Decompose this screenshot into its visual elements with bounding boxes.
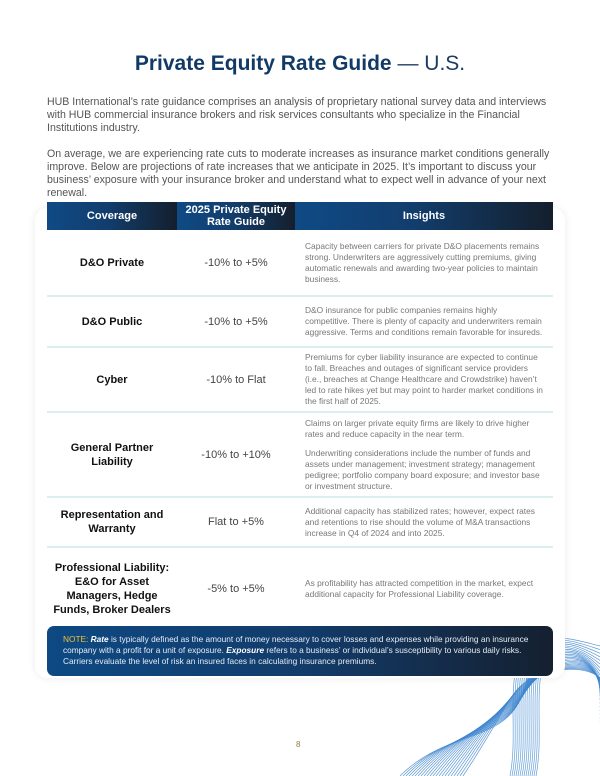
note-text: refers to a business’ or individual’s susceptibility to various daily risks. Carriers evaluate the level of risk an insured faces in calculating insurance premiums. [63,645,522,666]
note-term-exposure: Exposure [226,645,265,655]
intro-paragraph: On average, we are experiencing rate cuts to moderate increases as insurance market conditions generally improve. Below are projections of rate increases that we anticipate in 2025. It’s important to discuss your business’ exposure with your insurance broker and understand what to expect well in advance of your next renewal. [47,148,550,199]
coverage-cell: Professional Liability: E&O for Asset Managers, Hedge Funds, Broker Dealers [53,561,171,616]
rate-cell: -10% to +5% [177,296,295,347]
coverage-cell: D&O Public [47,296,177,347]
table-row [47,547,553,629]
insight-text: D&O insurance for public companies remains highly competitive. There is plenty of capacity and underwriters remain aggressive. Terms and conditions remain favorable for insureds. [305,305,543,337]
intro-text [47,96,553,213]
table-row [47,296,553,347]
rate-cell: -5% to +5% [207,582,265,595]
rate-cell: Flat to +5% [177,497,295,547]
page-title [0,52,600,76]
rate-cell: -10% to +10% [177,412,295,497]
insight-text: Claims on larger private equity firms are likely to drive higher rates and reduce capacity in the near term. [305,417,530,439]
title-region: — U.S. [397,52,466,75]
coverage-cell: D&O Private [47,230,177,296]
table-row [47,412,553,497]
header-rate-guide: 2025 Private Equity Rate Guide [177,202,295,230]
insight-text: As profitability has attracted competition in the market, expect additional capacity for Professional Liability coverage. [305,577,534,599]
intro-paragraph: HUB International’s rate guidance comprises an analysis of proprietary national survey data and interviews with HUB commercial insurance brokers and risk services consultants who specialize in the Financial Institutions industry. [47,96,547,134]
table-header-row [47,202,553,230]
header-insights: Insights [295,202,553,230]
table-row [47,230,553,296]
insight-text: Premiums for cyber liability insurance are expected to continue to fall. Breaches and outages of significant service providers (i.e., breaches at Change Healthcare and Crowdstrike) haven’t led to rate hikes yet but may point to harder market conditions in the first half of 2025. [305,352,543,406]
insight-text: Capacity between carriers for private D&O placements remains strong. Underwriters are aggressively cutting premiums, giving automatic renewals and awarding two-year policies to maintain business. [305,240,540,284]
rate-cell: -10% to +5% [177,230,295,296]
rate-guide-table [47,202,553,629]
insights-cell [295,230,553,296]
note-label: NOTE: [63,634,89,644]
table-row [47,497,553,547]
insight-text: Underwriting considerations include the number of funds and assets under management; investment strategy; management pedigree; portfolio company board exposure; and investor base or investment structure. [305,447,540,491]
rate-cell: -10% to Flat [177,347,295,412]
header-coverage: Coverage [47,202,177,230]
note-term-rate: Rate [90,634,109,644]
insights-cell [295,347,553,412]
coverage-cell: General Partner Liability [47,412,177,497]
coverage-cell: Representation and Warranty [47,497,177,547]
insights-cell [295,412,553,497]
title-main: Private Equity Rate Guide [134,52,392,75]
note-box [47,626,553,676]
coverage-cell: Cyber [47,347,177,412]
page-number: 8 [296,740,301,749]
note-text: is typically defined as the amount of money necessary to cover losses and expenses while providing an insurance company with a profit for a unit of exposure. [63,634,529,655]
table-row [47,347,553,412]
insights-cell [295,497,553,547]
insight-text: Additional capacity has stabilized rates; however, expect rates and retentions to rise should the volume of M&A transactions increase in Q4 of 2024 and into 2025. [305,505,535,538]
insights-cell [295,547,553,629]
insights-cell [295,296,553,347]
